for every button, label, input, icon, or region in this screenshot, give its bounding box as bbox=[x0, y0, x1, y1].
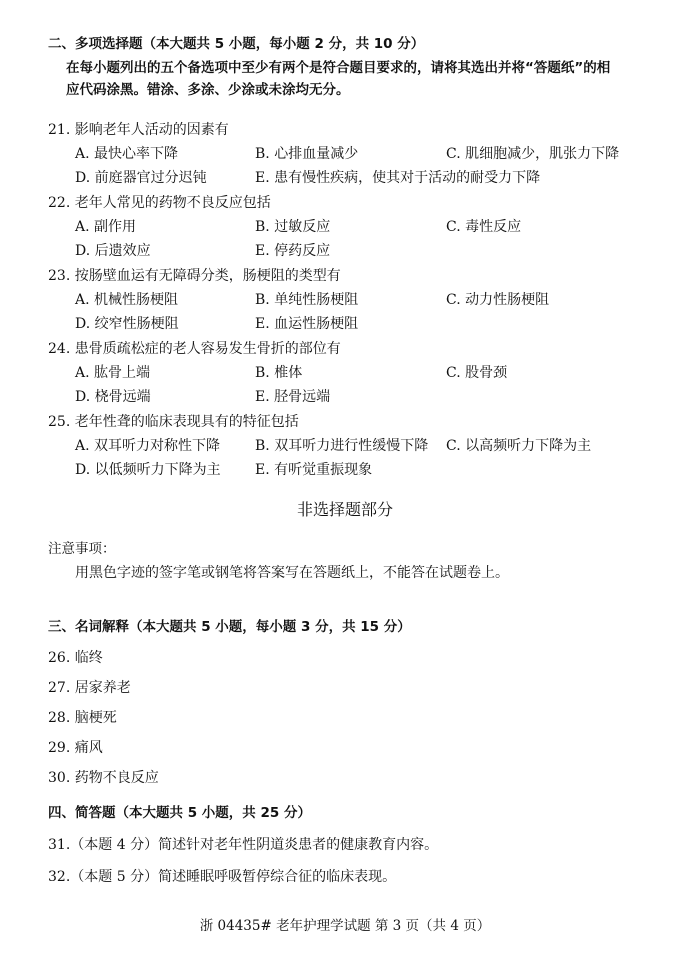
question-21-option-e: E. 患有慢性疾病，使其对于活动的耐受力下降 bbox=[255, 170, 541, 186]
question-22-option-e: E. 停药反应 bbox=[255, 243, 331, 259]
question-25-option-e: E. 有听觉重振现象 bbox=[255, 462, 373, 478]
section2-instruction-line2: 应代码涂黑。错涂、多涂、少涂或未涂均无分。 bbox=[66, 82, 350, 98]
term-28: 28. 脑梗死 bbox=[48, 710, 117, 726]
question-22-option-a: A. 副作用 bbox=[75, 219, 137, 235]
question-24-option-b: B. 椎体 bbox=[255, 365, 303, 381]
question-25-stem: 25. 老年性聋的临床表现具有的特征包括 bbox=[48, 414, 299, 430]
question-24-stem: 24. 患骨质疏松症的老人容易发生骨折的部位有 bbox=[48, 341, 341, 357]
question-25-option-d: D. 以低频听力下降为主 bbox=[75, 462, 221, 478]
section3-heading: 三、名词解释（本大题共 5 小题，每小题 3 分，共 15 分） bbox=[48, 619, 411, 635]
question-25-option-b: B. 双耳听力进行性缓慢下降 bbox=[255, 438, 429, 454]
page-footer: 浙 04435# 老年护理学试题 第 3 页（共 4 页） bbox=[199, 918, 491, 934]
term-29: 29. 痛风 bbox=[48, 740, 103, 756]
question-23-option-e: E. 血运性肠梗阻 bbox=[255, 316, 359, 332]
term-30: 30. 药物不良反应 bbox=[48, 770, 159, 786]
question-25-option-c: C. 以高频听力下降为主 bbox=[446, 438, 592, 454]
question-23-stem: 23. 按肠壁血运有无障碍分类，肠梗阻的类型有 bbox=[48, 268, 341, 284]
notice-label: 注意事项： bbox=[48, 541, 116, 557]
question-21-stem: 21. 影响老年人活动的因素有 bbox=[48, 122, 229, 138]
term-27: 27. 居家养老 bbox=[48, 680, 131, 696]
question-24-option-a: A. 肱骨上端 bbox=[75, 365, 151, 381]
question-22-option-c: C. 毒性反应 bbox=[446, 219, 522, 235]
question-22-option-b: B. 过敏反应 bbox=[255, 219, 331, 235]
question-23-option-c: C. 动力性肠梗阻 bbox=[446, 292, 550, 308]
question-24-option-c: C. 股骨颈 bbox=[446, 365, 508, 381]
question-23-option-d: D. 绞窄性肠梗阻 bbox=[75, 316, 179, 332]
term-26: 26. 临终 bbox=[48, 650, 103, 666]
notice-text: 用黑色字迹的签字笔或钢笔将答案写在答题纸上，不能答在试题卷上。 bbox=[75, 565, 509, 581]
question-21-option-a: A. 最快心率下降 bbox=[75, 146, 179, 162]
short-answer-32: 32.（本题 5 分）简述睡眠呼吸暂停综合征的临床表现。 bbox=[48, 869, 397, 885]
section4-heading: 四、简答题（本大题共 5 小题，共 25 分） bbox=[48, 805, 311, 821]
question-21-option-b: B. 心排血量减少 bbox=[255, 146, 359, 162]
question-23-option-a: A. 机械性肠梗阻 bbox=[75, 292, 179, 308]
question-24-option-d: D. 桡骨远端 bbox=[75, 389, 151, 405]
question-24-option-e: E. 胫骨远端 bbox=[255, 389, 331, 405]
short-answer-31: 31.（本题 4 分）简述针对老年性阴道炎患者的健康教育内容。 bbox=[48, 837, 439, 853]
question-25-option-a: A. 双耳听力对称性下降 bbox=[75, 438, 221, 454]
question-22-stem: 22. 老年人常见的药物不良反应包括 bbox=[48, 195, 271, 211]
question-21-option-d: D. 前庭器官过分迟钝 bbox=[75, 170, 207, 186]
section2-instruction-line1: 在每小题列出的五个备选项中至少有两个是符合题目要求的，请将其选出并将“答题纸”的相 bbox=[66, 60, 611, 76]
question-22-option-d: D. 后遗效应 bbox=[75, 243, 151, 259]
nonchoice-title: 非选择题部分 bbox=[296, 500, 393, 519]
question-23-option-b: B. 单纯性肠梗阻 bbox=[255, 292, 359, 308]
section2-heading: 二、多项选择题（本大题共 5 小题，每小题 2 分，共 10 分） bbox=[48, 36, 425, 52]
question-21-option-c: C. 肌细胞减少，肌张力下降 bbox=[446, 146, 620, 162]
